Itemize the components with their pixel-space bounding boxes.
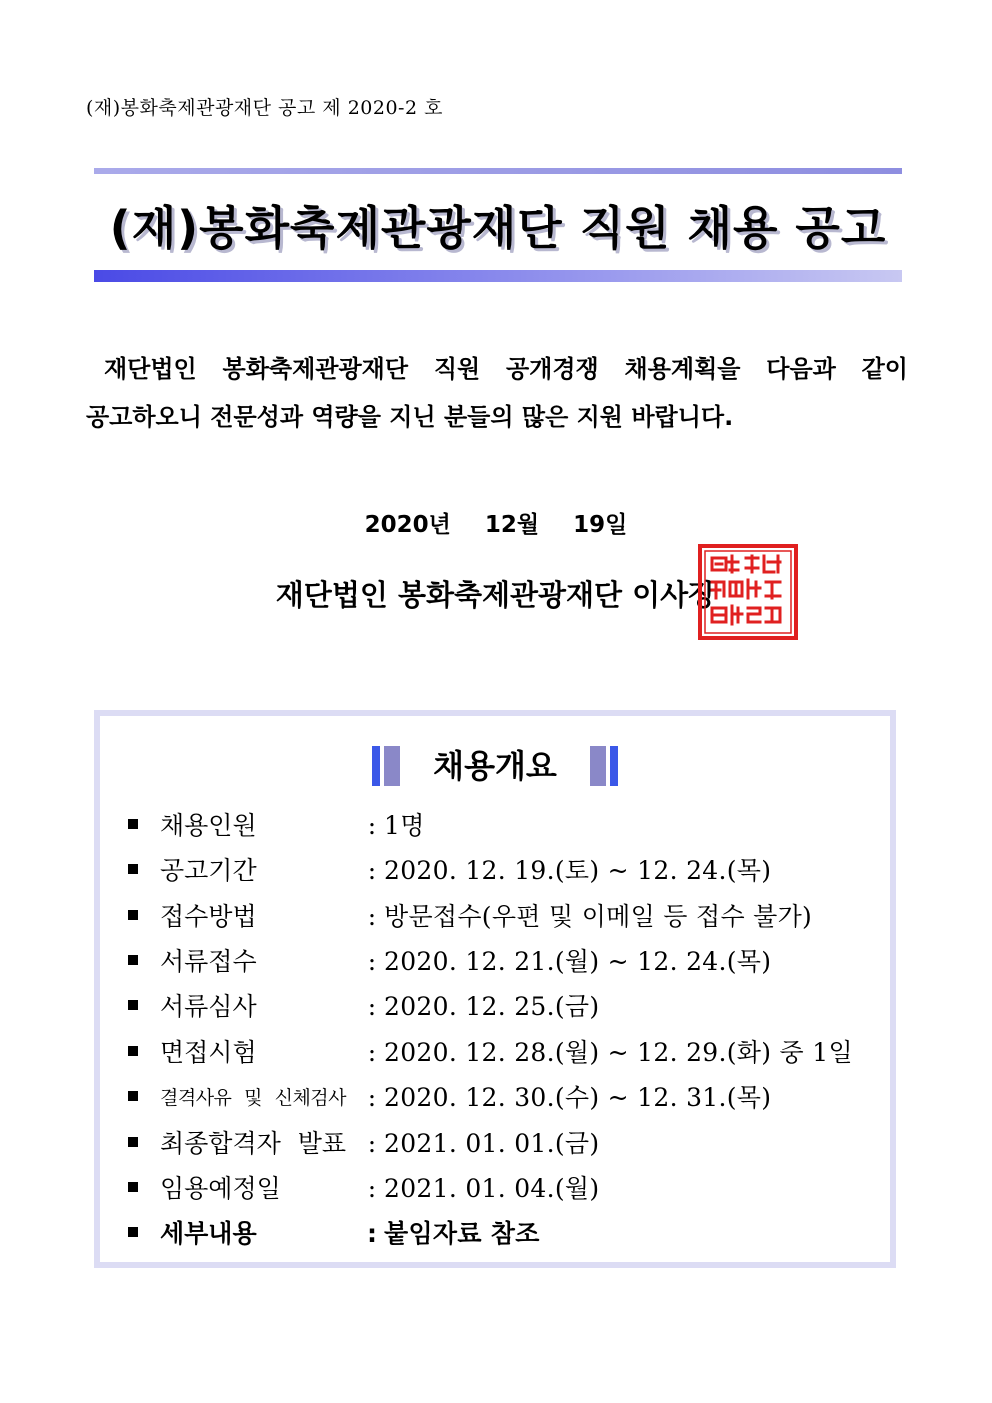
list-item <box>128 895 812 935</box>
item-label: 결격사유 및 신체검사 <box>160 1086 346 1109</box>
item-value: 1명 <box>384 810 425 840</box>
issuer: 재단법인 봉화축제관광재단 이사장 <box>275 578 717 612</box>
item-colon: : <box>367 1173 377 1203</box>
notice-number: (재)봉화축제관광재단 공고 제 2020-2 호 <box>86 97 443 119</box>
list-item <box>128 804 425 844</box>
item-colon: : <box>367 991 377 1021</box>
item-label: 최종합격자 발표 <box>160 1128 346 1158</box>
item-value: 2020. 12. 19.(토) ~ 12. 24.(목) <box>384 855 772 885</box>
item-label: 서류접수 <box>160 946 257 976</box>
list-item <box>128 1213 540 1253</box>
title-bar-top <box>94 168 902 174</box>
item-label: 임용예정일 <box>160 1173 281 1203</box>
item-value: 2020. 12. 25.(금) <box>384 991 600 1021</box>
item-label: 면접시험 <box>160 1037 257 1067</box>
announcement-date: 2020년 12월 19일 <box>364 512 628 538</box>
item-colon: : <box>367 1128 377 1158</box>
list-item <box>128 1076 771 1116</box>
intro-paragraph <box>86 345 908 441</box>
item-value: 2020. 12. 28.(월) ~ 12. 29.(화) 중 1일 <box>384 1037 853 1067</box>
heading-bar-icon <box>384 746 400 786</box>
list-item <box>128 1031 853 1071</box>
list-item <box>128 1122 599 1162</box>
square-bullet-icon <box>128 910 138 920</box>
square-bullet-icon <box>128 1046 138 1056</box>
page-title: (재)봉화축제관광재단 직원 채용 공고 <box>109 201 887 255</box>
square-bullet-icon <box>128 1000 138 1010</box>
square-bullet-icon <box>128 955 138 965</box>
item-label: 공고기간 <box>160 855 257 885</box>
intro-line-1: 재단법인 봉화축제관광재단 직원 공개경쟁 채용계획을 다음과 같이 <box>104 355 908 383</box>
item-colon: : <box>367 1219 377 1248</box>
item-colon: : <box>367 1037 377 1067</box>
list-item <box>128 1167 599 1207</box>
square-bullet-icon <box>128 864 138 874</box>
list-item <box>128 985 599 1025</box>
square-bullet-icon <box>128 1182 138 1192</box>
item-label: 서류심사 <box>160 991 257 1021</box>
list-item <box>128 849 771 889</box>
item-value: 방문접수(우편 및 이메일 등 접수 불가) <box>384 901 813 931</box>
item-label: 세부내용 <box>160 1219 257 1248</box>
item-colon: : <box>367 810 377 840</box>
list-item <box>128 940 771 980</box>
item-colon: : <box>367 946 377 976</box>
official-seal-icon <box>698 544 798 640</box>
heading-bar-icon <box>590 746 606 786</box>
item-label: 채용인원 <box>160 810 257 840</box>
overview-box <box>94 710 896 1268</box>
square-bullet-icon <box>128 1137 138 1147</box>
item-colon: : <box>367 855 377 885</box>
heading-bar-icon <box>610 746 618 786</box>
heading-bar-icon <box>372 746 380 786</box>
square-bullet-icon <box>128 819 138 829</box>
overview-heading-text: 채용개요 <box>433 747 557 785</box>
item-colon: : <box>367 901 377 931</box>
item-value: 2020. 12. 21.(월) ~ 12. 24.(목) <box>384 946 772 976</box>
overview-heading <box>100 742 890 788</box>
square-bullet-icon <box>128 1091 138 1101</box>
item-label: 접수방법 <box>160 901 257 931</box>
item-value: 2021. 01. 04.(월) <box>384 1173 600 1203</box>
intro-line-2: 공고하오니 전문성과 역량을 지닌 분들의 많은 지원 바랍니다. <box>86 403 734 431</box>
square-bullet-icon <box>128 1227 138 1237</box>
title-bar-bottom <box>94 270 902 282</box>
item-colon: : <box>367 1082 377 1112</box>
item-value: 2021. 01. 01.(금) <box>384 1128 600 1158</box>
item-value: 붙임자료 참조 <box>384 1219 540 1248</box>
item-value: 2020. 12. 30.(수) ~ 12. 31.(목) <box>384 1082 772 1112</box>
